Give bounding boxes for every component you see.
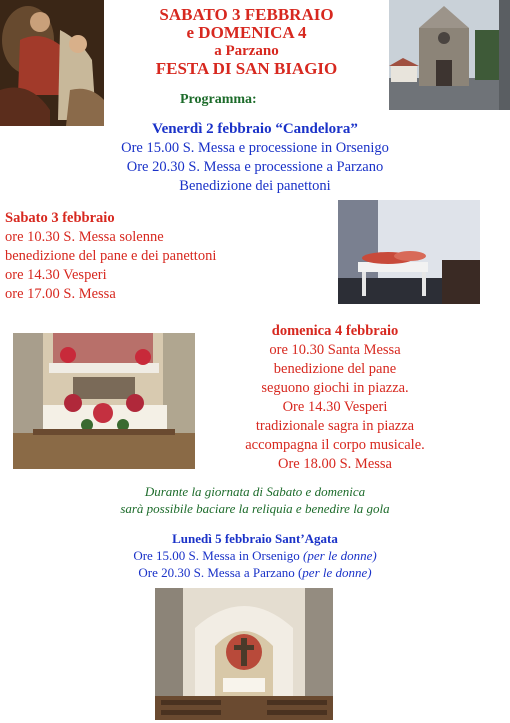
church-exterior-image xyxy=(389,0,510,110)
domenica-item: benedizione del pane xyxy=(273,361,397,377)
lunedi-line2 xyxy=(80,564,430,581)
lunedi-line1-note: (per le donne) xyxy=(303,548,377,563)
note-section xyxy=(80,483,430,517)
domenica-item: accompagna il corpo musicale. xyxy=(245,437,425,453)
domenica-item: seguono giochi in piazza. xyxy=(261,380,409,396)
domenica-item: ore 10.30 Santa Messa xyxy=(269,342,401,358)
header-title-line1: SABATO 3 FEBBRAIO xyxy=(159,5,334,24)
venerdi-item: Ore 20.30 S. Messa e processione a Parzano xyxy=(126,159,384,175)
lunedi-section xyxy=(80,530,430,581)
note-line1: Durante la giornata di Sabato e domenica xyxy=(144,484,366,499)
venerdi-section xyxy=(100,120,410,196)
header-title-line3: a Parzano xyxy=(214,43,279,59)
header-title-line4: FESTA DI SAN BIAGIO xyxy=(155,59,338,78)
lunedi-line1 xyxy=(80,547,430,564)
domenica-item: Ore 18.00 S. Messa xyxy=(278,456,392,472)
lunedi-line2-note: per le donne) xyxy=(302,565,372,580)
header-title-line2: e DOMENICA 4 xyxy=(186,23,307,42)
note-line2: sarà possibile baciare la reliquia e benedire la gola xyxy=(120,501,390,516)
programma-label: Programma: xyxy=(180,92,257,107)
church-interior-image xyxy=(155,588,333,720)
sabato-section xyxy=(5,209,216,304)
lunedi-title: Lunedì 5 febbraio Sant’Agata xyxy=(172,531,338,546)
sabato-item: ore 14.30 Vesperi xyxy=(5,267,107,283)
sabato-item: ore 17.00 S. Messa xyxy=(5,286,116,302)
venerdi-title: Venerdì 2 febbraio “Candelora” xyxy=(152,121,358,137)
sabato-title: Sabato 3 febbraio xyxy=(5,210,115,226)
altar-image xyxy=(13,333,195,469)
venerdi-item: Ore 15.00 S. Messa e processione in Orsenigo xyxy=(121,140,389,156)
saint-painting-image xyxy=(0,0,104,126)
sabato-item: benedizione del pane e dei panettoni xyxy=(5,248,217,264)
domenica-item: tradizionale sagra in piazza xyxy=(255,418,415,434)
domenica-item: Ore 14.30 Vesperi xyxy=(282,399,388,415)
domenica-title: domenica 4 febbraio xyxy=(271,323,399,339)
venerdi-item: Benedizione dei panettoni xyxy=(179,178,331,194)
lunedi-line1-main: Ore 15.00 S. Messa in Orsenigo xyxy=(133,548,304,563)
bread-blessing-image xyxy=(338,200,480,304)
lunedi-line2-main: Ore 20.30 S. Messa a Parzano ( xyxy=(138,565,303,580)
sabato-item: ore 10.30 S. Messa solenne xyxy=(5,229,164,245)
domenica-section xyxy=(200,322,470,474)
